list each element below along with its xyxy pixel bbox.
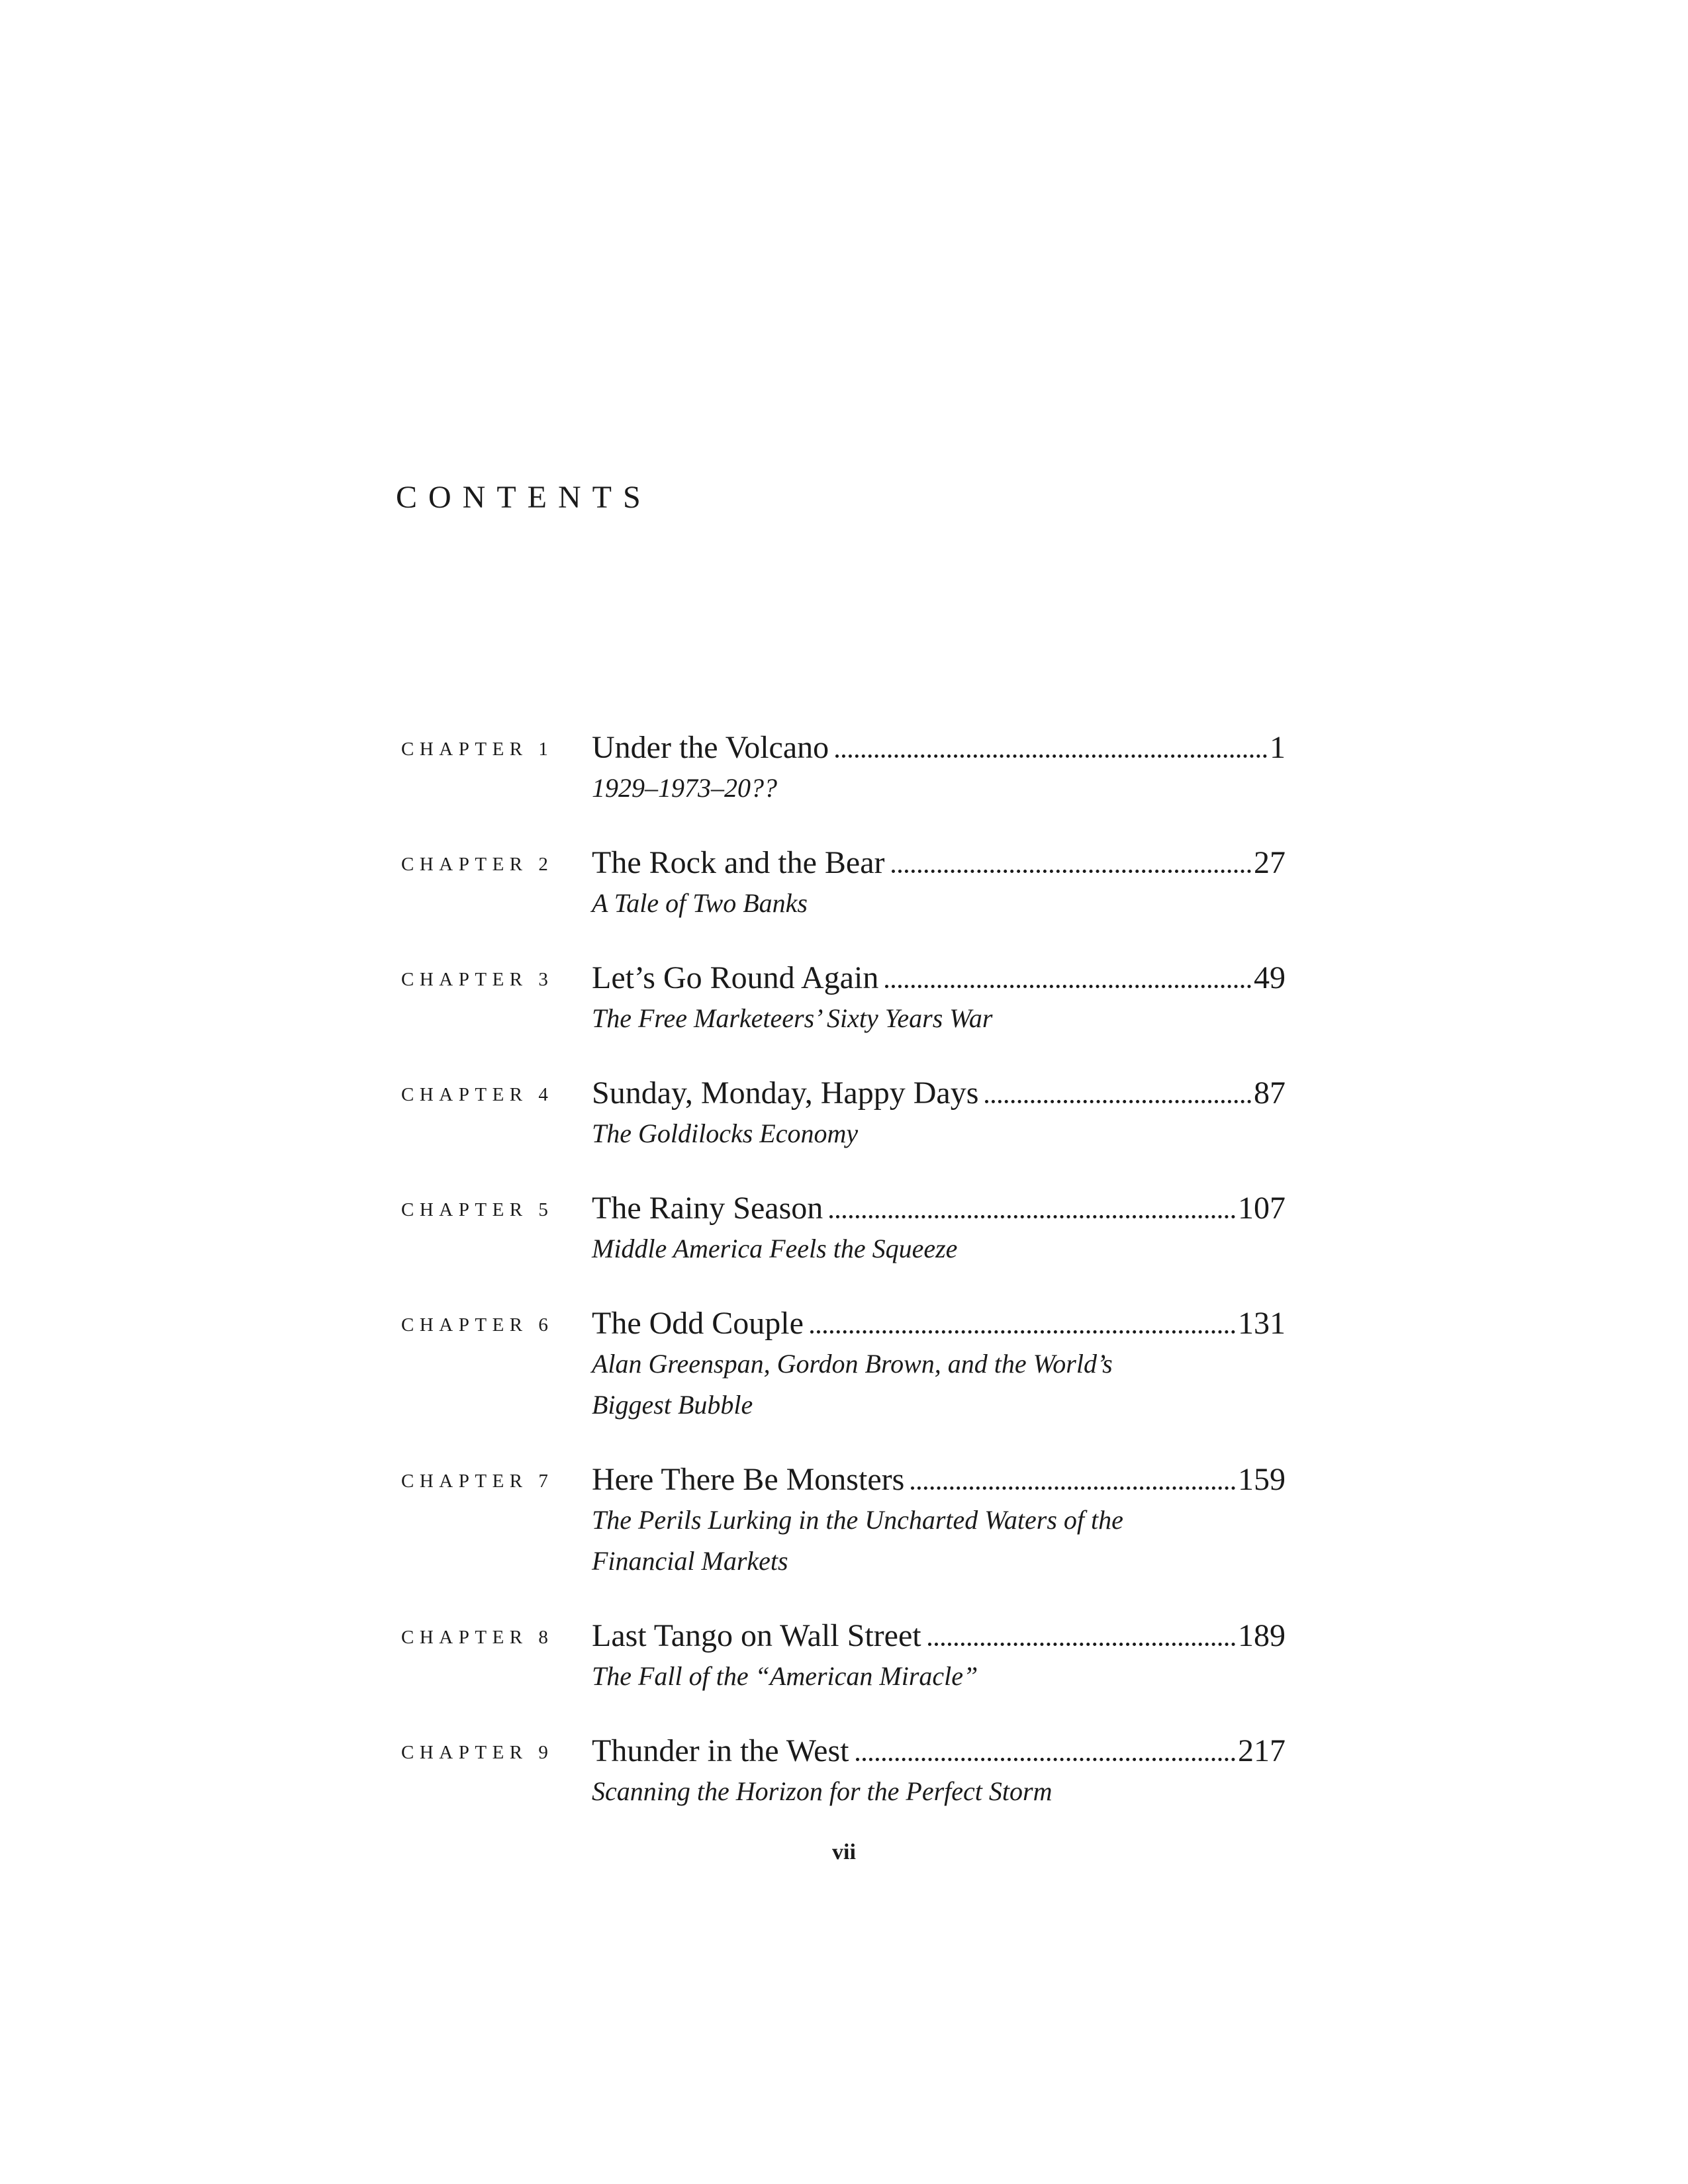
- chapter-subtitle: The Perils Lurking in the Uncharted Waters of the Financial Markets: [592, 1505, 1123, 1576]
- chapter-label: CHAPTER 7: [401, 1471, 554, 1492]
- dot-leader: [885, 985, 1251, 988]
- page-number: 87: [1254, 1075, 1286, 1111]
- dot-leader: [985, 1100, 1251, 1103]
- chapter-subtitle: A Tale of Two Banks: [592, 888, 808, 918]
- toc-entry-chapter-5[interactable]: [401, 1189, 1286, 1269]
- toc-entry-chapter-6[interactable]: [401, 1304, 1286, 1426]
- toc-entry-chapter-1[interactable]: [401, 728, 1286, 809]
- chapter-label: CHAPTER 5: [401, 1199, 554, 1220]
- page-number: 49: [1254, 960, 1286, 995]
- dot-leader: [911, 1486, 1235, 1490]
- chapter-subtitle: The Fall of the “American Miracle”: [592, 1661, 978, 1691]
- chapter-title[interactable]: Under the Volcano: [592, 730, 829, 765]
- page-number: 217: [1238, 1733, 1286, 1768]
- toc-entry-chapter-7[interactable]: [401, 1460, 1286, 1582]
- chapter-title[interactable]: Sunday, Monday, Happy Days: [592, 1075, 979, 1111]
- chapter-subtitle: Scanning the Horizon for the Perfect Storm: [592, 1776, 1053, 1806]
- chapter-title[interactable]: Last Tango on Wall Street: [592, 1618, 921, 1653]
- chapter-subtitle: The Free Marketeers’ Sixty Years War: [592, 1003, 993, 1033]
- page-number: 131: [1238, 1306, 1286, 1341]
- chapter-title[interactable]: Thunder in the West: [592, 1733, 849, 1768]
- page-number: 159: [1238, 1462, 1286, 1497]
- page-number: 107: [1238, 1191, 1286, 1226]
- chapter-subtitle: Middle America Feels the Squeeze: [592, 1234, 958, 1263]
- dot-leader: [810, 1330, 1235, 1334]
- chapter-label: CHAPTER 1: [401, 739, 554, 760]
- page-number: 189: [1238, 1618, 1286, 1653]
- toc-entry-chapter-4[interactable]: [401, 1073, 1286, 1154]
- chapter-label: CHAPTER 3: [401, 969, 554, 990]
- page-number: 27: [1254, 845, 1286, 880]
- page-title: CONTENTS: [396, 480, 652, 515]
- toc-entry-chapter-9[interactable]: [401, 1731, 1286, 1812]
- toc-entry-chapter-3[interactable]: [401, 958, 1286, 1039]
- dot-leader: [829, 1215, 1235, 1218]
- dot-leader: [928, 1643, 1235, 1646]
- chapter-title[interactable]: The Rainy Season: [592, 1191, 823, 1226]
- chapter-label: CHAPTER 9: [401, 1742, 554, 1763]
- chapter-label: CHAPTER 6: [401, 1314, 554, 1336]
- dot-leader: [856, 1758, 1236, 1761]
- dot-leader: [892, 870, 1252, 873]
- chapter-title[interactable]: Here There Be Monsters: [592, 1462, 905, 1497]
- chapter-subtitle: The Goldilocks Economy: [592, 1118, 859, 1148]
- chapter-label: CHAPTER 2: [401, 854, 554, 875]
- page-number: 1: [1270, 730, 1286, 765]
- chapter-title[interactable]: Let’s Go Round Again: [592, 960, 879, 995]
- chapter-title[interactable]: The Odd Couple: [592, 1306, 804, 1341]
- chapter-label: CHAPTER 8: [401, 1627, 554, 1648]
- toc-entry-chapter-8[interactable]: [401, 1616, 1286, 1697]
- chapter-label: CHAPTER 4: [401, 1084, 554, 1105]
- chapter-subtitle: Alan Greenspan, Gordon Brown, and the World’s Biggest Bubble: [592, 1349, 1113, 1420]
- dot-leader: [835, 754, 1267, 758]
- chapter-subtitle: 1929–1973–20??: [592, 773, 777, 803]
- toc-entry-chapter-2[interactable]: [401, 843, 1286, 924]
- chapter-title[interactable]: The Rock and the Bear: [592, 845, 885, 880]
- page-folio: vii: [832, 1840, 856, 1864]
- table-of-contents: [401, 728, 1286, 1846]
